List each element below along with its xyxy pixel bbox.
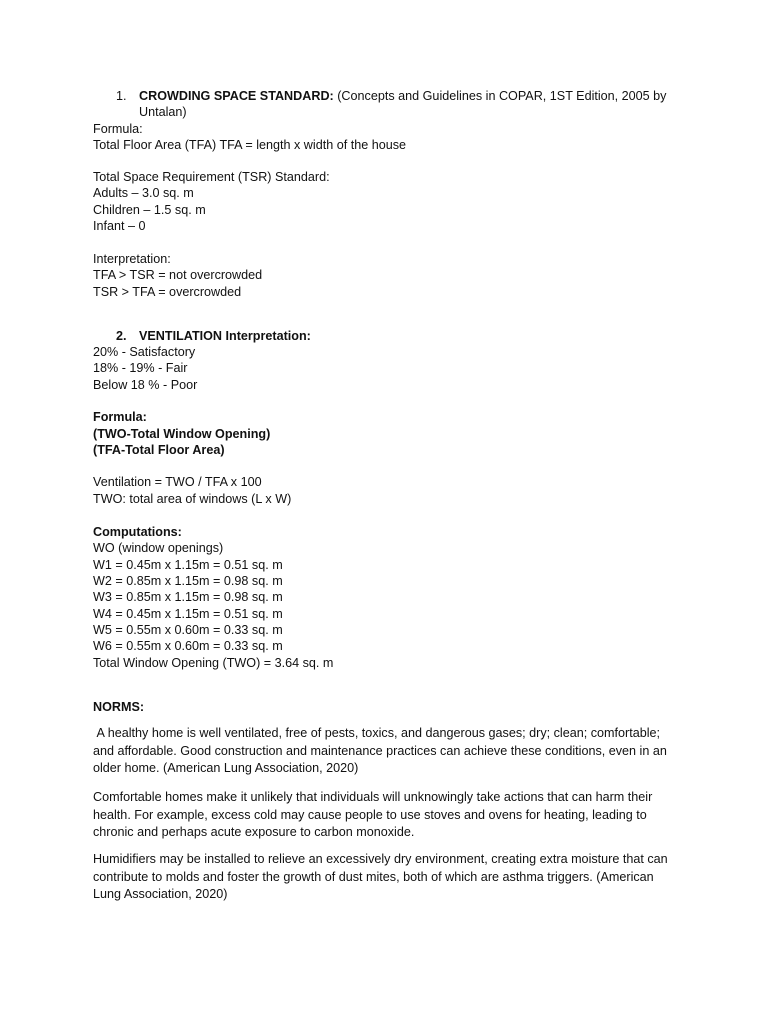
section1-heading-line [139, 88, 666, 104]
rating-fair: 18% - 19% - Fair [93, 361, 188, 375]
two-definition: (TWO-Total Window Opening) [93, 427, 271, 441]
section2-heading: VENTILATION Interpretation: [139, 329, 311, 343]
section1-heading-rest: (Concepts and Guidelines in COPAR, 1ST Edition, 2005 by [333, 89, 667, 103]
window-w1: W1 = 0.45m x 1.15m = 0.51 sq. m [93, 558, 283, 572]
window-w3: W3 = 0.85m x 1.15m = 0.98 sq. m [93, 590, 283, 604]
tsr-children: Children – 1.5 sq. m [93, 203, 206, 217]
norms-paragraph-2: Comfortable homes make it unlikely that individuals will unknowingly take actions that can harm their health. For example, excess cold may cause people to use stoves and ovens for heating, leading to chronic and perhaps acute exposure to carbon monoxide. [93, 790, 653, 839]
window-w5: W5 = 0.55m x 0.60m = 0.33 sq. m [93, 623, 283, 637]
norms-heading: NORMS: [93, 700, 145, 714]
tsr-label: Total Space Requirement (TSR) Standard: [93, 170, 330, 184]
section2-formula-label: Formula: [93, 410, 147, 424]
norms-paragraph-1: A healthy home is well ventilated, free of pests, toxics, and dangerous gases; dry; clean; comfortable; and affordable. Good construction and maintenance practices can achieve these conditions, even in an older home. (American Lung Association, 2020) [93, 726, 671, 775]
window-w2: W2 = 0.85m x 1.15m = 0.98 sq. m [93, 574, 283, 588]
rating-satisfactory: 20% - Satisfactory [93, 345, 196, 359]
window-openings-label: WO (window openings) [93, 541, 224, 555]
window-w6: W6 = 0.55m x 0.60m = 0.33 sq. m [93, 639, 283, 653]
section2-number: 2. [116, 329, 127, 343]
tsr-infant: Infant – 0 [93, 219, 146, 233]
total-window-opening: Total Window Opening (TWO) = 3.64 sq. m [93, 656, 334, 670]
window-w4: W4 = 0.45m x 1.15m = 0.51 sq. m [93, 607, 283, 621]
section1-number: 1. [116, 89, 127, 103]
interpretation-label: Interpretation: [93, 252, 171, 266]
section1-formula: Total Floor Area (TFA) TFA = length x width of the house [93, 138, 407, 152]
section1-heading: CROWDING SPACE STANDARD: [139, 89, 334, 103]
section1-heading-cont: Untalan) [139, 105, 187, 119]
rating-poor: Below 18 % - Poor [93, 378, 198, 392]
ventilation-formula: Ventilation = TWO / TFA x 100 [93, 475, 262, 489]
section1-formula-label: Formula: [93, 122, 143, 136]
tsr-adults: Adults – 3.0 sq. m [93, 186, 194, 200]
interpretation-2: TSR > TFA = overcrowded [93, 285, 242, 299]
interpretation-1: TFA > TSR = not overcrowded [93, 268, 263, 282]
tfa-definition: (TFA-Total Floor Area) [93, 443, 225, 457]
two-formula: TWO: total area of windows (L x W) [93, 492, 292, 506]
norms-paragraph-3: Humidifiers may be installed to relieve an excessively dry environment, creating extra moisture that can contribute to molds and foster the growth of dust mites, both of which are asthma triggers. (American Lung Association, 2020) [93, 852, 668, 901]
computations-label: Computations: [93, 525, 182, 539]
